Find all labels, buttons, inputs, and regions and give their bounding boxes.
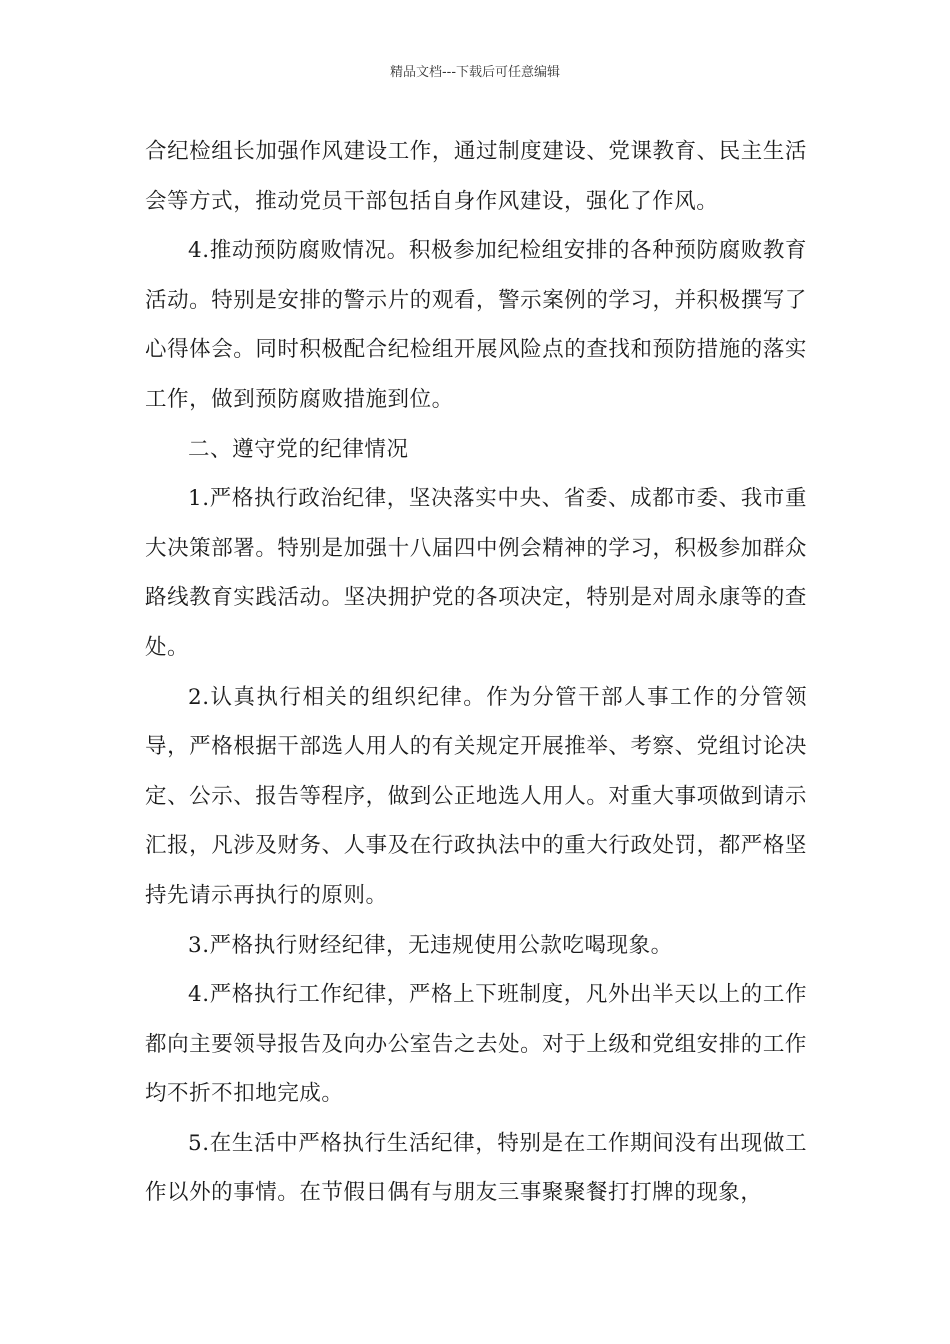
paragraph-5: 3.严格执行财经纪律，无违规使用公款吃喝现象。 [188, 932, 673, 958]
paragraph-2: 4.推动预防腐败情况。积极参加纪检组安排的各种预防腐败教育活动。特别是安排的警示片的观看，警示案例的学习，并积极撰写了心得体会。同时积极配合纪检组开展风险点的查找和预防措施的落实工作，做到预防腐败措施到位。 [145, 238, 807, 412]
document-body [145, 127, 807, 1218]
paragraph-4: 2.认真执行相关的组织纪律。作为分管干部人事工作的分管领导，严格根据干部选人用人的有关规定开展推举、考察、党组讨论决定、公示、报告等程序，做到公正地选人用人。对重大事项做到请示汇报，凡涉及财务、人事及在行政执法中的重大行政处罚，都严格坚持先请示再执行的原则。 [145, 684, 807, 908]
paragraph-6: 4.严格执行工作纪律，严格上下班制度，凡外出半天以上的工作都向主要领导报告及向办公室告之去处。对于上级和党组安排的工作均不折不扣地完成。 [145, 982, 807, 1107]
paragraph-3: 1.严格执行政治纪律，坚决落实中央、省委、成都市委、我市重大决策部署。特别是加强十八届四中例会精神的学习，积极参加群众路线教育实践活动。坚决拥护党的各项决定，特别是对周永康等的查处。 [145, 486, 807, 660]
paragraph-1: 合纪检组长加强作风建设工作，通过制度建设、党课教育、民主生活会等方式，推动党员干部包括自身作风建设，强化了作风。 [145, 139, 807, 214]
page-header: 精品文档---下载后可任意编辑 [389, 65, 561, 80]
paragraph-7: 5.在生活中严格执行生活纪律，特别是在工作期间没有出现做工作以外的事情。在节假日偶有与朋友三事聚聚餐打打牌的现象， [145, 1130, 807, 1206]
section-heading: 二、遵守党的纪律情况 [188, 436, 409, 462]
